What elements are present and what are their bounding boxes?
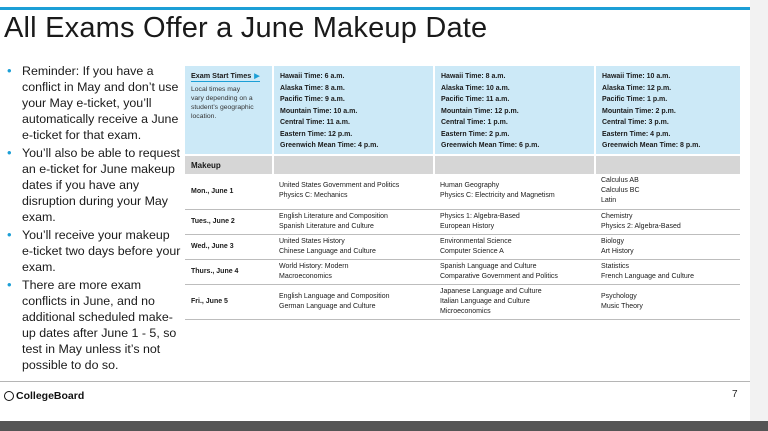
table-cell: English Literature and Composition Spanish Literature and Culture bbox=[273, 209, 434, 234]
bullet-item: • You’ll also be able to request an e-ticket for June makeup dates if you have any disruption during your May exam. bbox=[7, 145, 180, 224]
bottom-bar bbox=[0, 421, 768, 431]
acorn-icon bbox=[4, 391, 14, 401]
table-cell: Calculus AB Calculus BC Latin bbox=[595, 174, 740, 209]
table-cell: English Language and Composition German Language and Culture bbox=[273, 284, 434, 319]
day-label: Wed., June 3 bbox=[185, 234, 273, 259]
table-cell: Human Geography Physics C: Electricity and Magnetism bbox=[434, 174, 595, 209]
bullet-list bbox=[6, 63, 184, 375]
bullet-dot-icon: • bbox=[7, 277, 12, 292]
bullet-item: • Reminder: If you have a conflict in May and don’t use your May e-ticket, you’ll automatically receive a June e-ticket for that exam. bbox=[7, 63, 179, 142]
day-label: Thurs., June 4 bbox=[185, 259, 273, 284]
window-edge bbox=[750, 0, 768, 431]
table-row bbox=[185, 284, 740, 319]
table-cell: Psychology Music Theory bbox=[595, 284, 740, 319]
triangle-right-icon: ▶ bbox=[254, 73, 260, 80]
day-label: Fri., June 5 bbox=[185, 284, 273, 319]
start-times-row bbox=[185, 66, 740, 155]
table-row bbox=[185, 234, 740, 259]
table-cell: Chemistry Physics 2: Algebra-Based bbox=[595, 209, 740, 234]
exam-start-times-label: Exam Start Times ▶ bbox=[191, 71, 260, 80]
table-cell: Spanish Language and Culture Comparative Government and Politics bbox=[434, 259, 595, 284]
time-column-3: Hawaii Time: 10 a.m. Alaska Time: 12 p.m. Pacific Time: 1 p.m. Mountain Time: 2 p.m. Central Time: 3 p.m. Eastern Time: 4 p.m. Greenwich Mean Time: 8 p.m. bbox=[595, 66, 740, 155]
day-label: Tues., June 2 bbox=[185, 209, 273, 234]
bullet-dot-icon: • bbox=[7, 145, 12, 160]
table-cell: United States Government and Politics Physics C: Mechanics bbox=[273, 174, 434, 209]
table-cell: Statistics French Language and Culture bbox=[595, 259, 740, 284]
bullet-dot-icon: • bbox=[7, 227, 12, 242]
table-cell: Biology Art History bbox=[595, 234, 740, 259]
table-cell: World History: Modern Macroeconomics bbox=[273, 259, 434, 284]
makeup-header-row bbox=[185, 155, 740, 174]
table-cell: United States History Chinese Language and Culture bbox=[273, 234, 434, 259]
table-cell: Physics 1: Algebra-Based European History bbox=[434, 209, 595, 234]
time-column-1: Hawaii Time: 6 a.m. Alaska Time: 8 a.m. Pacific Time: 9 a.m. Mountain Time: 10 a.m. Central Time: 11 a.m. Eastern Time: 12 p.m. Greenwich Mean Time: 4 p.m. bbox=[273, 66, 434, 155]
time-column-2: Hawaii Time: 8 a.m. Alaska Time: 10 a.m. Pacific Time: 11 a.m. Mountain Time: 12 p.m. Central Time: 1 p.m. Eastern Time: 2 p.m. Greenwich Mean Time: 6 p.m. bbox=[434, 66, 595, 155]
bullet-item: • There are more exam conflicts in June, and no additional scheduled make-up dates after June 1 - 5, so test in May unless it’s not possible to do so. bbox=[7, 277, 177, 372]
table-cell: Japanese Language and Culture Italian Language and Culture Microeconomics bbox=[434, 284, 595, 319]
bullet-dot-icon: • bbox=[7, 63, 12, 78]
day-label: Mon., June 1 bbox=[185, 174, 273, 209]
table-row bbox=[185, 174, 740, 209]
bullet-item: • You’ll receive your makeup e-ticket two days before your exam. bbox=[7, 227, 181, 274]
collegeboard-logo: CollegeBoard bbox=[4, 390, 84, 402]
slide-title: All Exams Offer a June Makeup Date bbox=[4, 12, 488, 44]
table-cell: Environmental Science Computer Science A bbox=[434, 234, 595, 259]
table-row bbox=[185, 259, 740, 284]
makeup-label: Makeup bbox=[185, 155, 273, 174]
top-accent-line bbox=[0, 7, 750, 10]
page-number: 7 bbox=[732, 389, 738, 400]
start-times-header-cell: Exam Start Times ▶ Local times may vary depending on a student’s geographic location. bbox=[185, 66, 273, 155]
exam-schedule-table bbox=[185, 66, 740, 320]
footer-divider bbox=[0, 381, 750, 382]
table-row bbox=[185, 209, 740, 234]
